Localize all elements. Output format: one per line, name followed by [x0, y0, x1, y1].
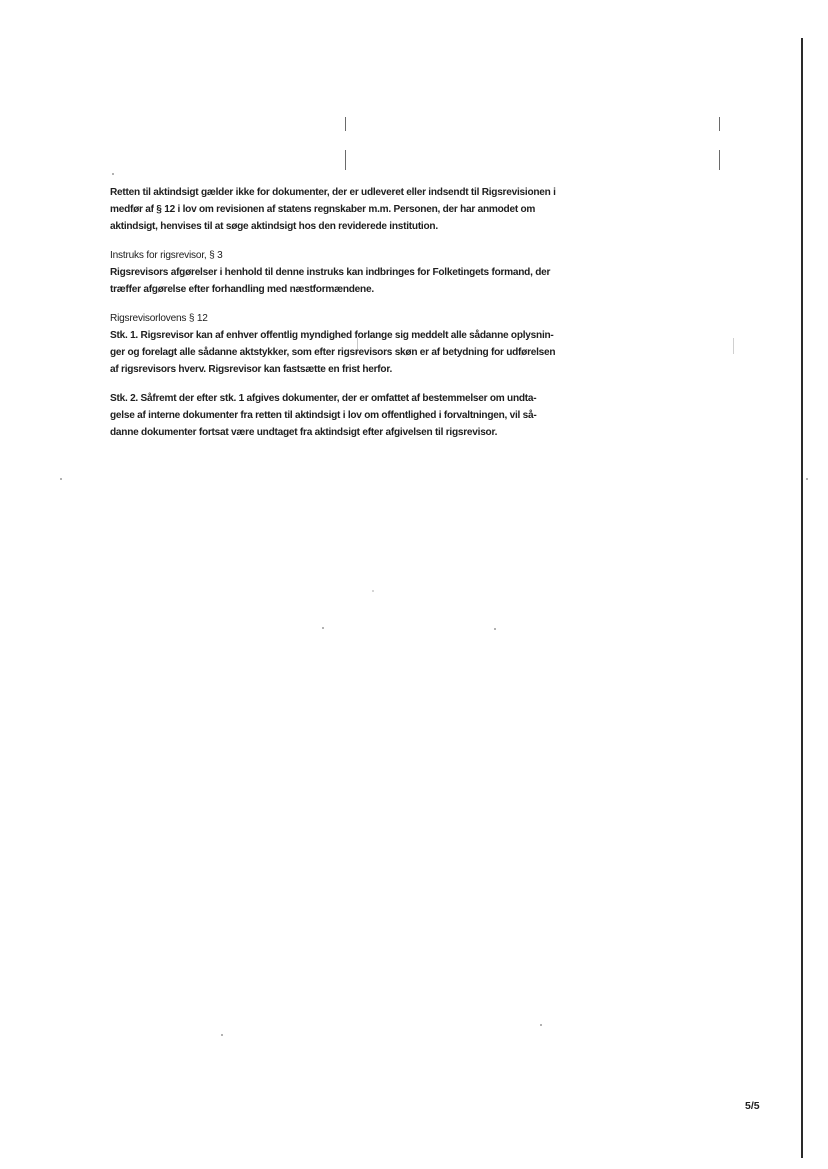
section-heading: Rigsrevisorlovens § 12 — [110, 313, 208, 324]
document-body — [110, 184, 580, 453]
scan-speck — [540, 1024, 542, 1026]
scan-speck — [806, 478, 808, 480]
scan-speck — [112, 173, 114, 175]
section-rigsrevisorloven — [110, 310, 580, 378]
scan-speck — [60, 478, 62, 480]
scan-speck — [372, 590, 374, 592]
text-line: Rigsrevisors afgørelser i henhold til denne instruks kan indbringes for Folketingets formand, der — [110, 267, 551, 278]
section-instruks — [110, 247, 580, 298]
text-line: Stk. 2. Såfremt der efter stk. 1 afgives dokumenter, der er omfattet af bestemmelser om undta- — [110, 393, 537, 404]
text-line: gelse af interne dokumenter fra retten til aktindsigt i lov om offentlighed i forvaltningen, vil så- — [110, 410, 537, 421]
text-line: Retten til aktindsigt gælder ikke for dokumenter, der er udleveret eller indsendt til Rigsrevisionen i — [110, 187, 556, 198]
scan-mark — [345, 117, 346, 131]
page-number: 5/5 — [745, 1100, 760, 1112]
section-heading: Instruks for rigsrevisor, § 3 — [110, 250, 223, 261]
scan-mark — [345, 150, 346, 170]
text-line: ger og forelagt alle sådanne aktstykker, som efter rigsrevisors skøn er af betydning for udførelsen — [110, 347, 556, 358]
paragraph-aktindsigt — [110, 184, 580, 235]
text-line: Stk. 1. Rigsrevisor kan af enhver offentlig myndighed forlange sig meddelt alle sådanne oplysnin- — [110, 330, 554, 341]
text-line: medfør af § 12 i lov om revisionen af statens regnskaber m.m. Personen, der har anmodet om — [110, 204, 536, 215]
scan-mark — [719, 150, 720, 170]
scan-speck — [221, 1034, 223, 1036]
section-stk2 — [110, 390, 580, 441]
scan-mark — [719, 117, 720, 131]
scan-mark — [733, 338, 734, 354]
text-line: danne dokumenter fortsat være undtaget fra aktindsigt efter afgivelsen til rigsrevisor. — [110, 427, 498, 438]
text-line: aktindsigt, henvises til at søge aktindsigt hos den reviderede institution. — [110, 221, 438, 232]
scan-speck — [322, 627, 324, 629]
scan-edge — [801, 38, 803, 1158]
text-line: træffer afgørelse efter forhandling med næstformændene. — [110, 284, 374, 295]
scan-speck — [494, 628, 496, 630]
text-line: af rigsrevisors hverv. Rigsrevisor kan fastsætte en frist herfor. — [110, 364, 393, 375]
